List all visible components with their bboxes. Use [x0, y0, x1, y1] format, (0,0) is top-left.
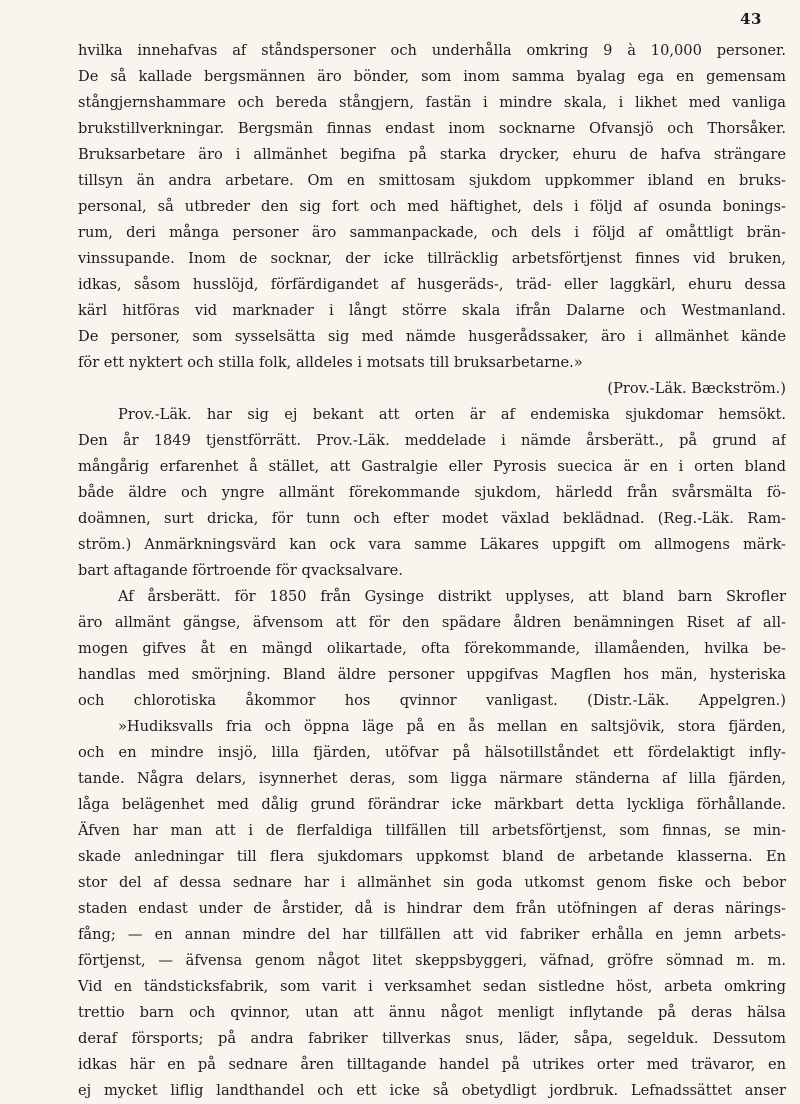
text-line: personal, så utbreder den sig fort och med häftighet, dels i följd af osunda bonings-	[78, 198, 786, 215]
text-line: trettio barn och qvinnor, utan att ännu något menligt inflytande på deras hälsa	[78, 1004, 786, 1021]
text-line: De så kallade bergsmännen äro bönder, som inom samma byalag ega en gemensam	[78, 68, 786, 85]
text-line: stångjernshammare och bereda stångjern, fastän i mindre skala, i likhet med vanliga	[78, 94, 786, 111]
text-line: fång; — en annan mindre del har tillfällen att vid fabriker erhålla en jemn arbets-	[78, 926, 786, 943]
text-line: Vid en tändsticksfabrik, som varit i verksamhet sedan sistledne höst, arbeta omkring	[78, 978, 786, 995]
text-line: De personer, som sysselsätta sig med nämde husgerådssaker, äro i allmänhet kände	[78, 328, 786, 345]
text-line: ström.) Anmärkningsvärd kan ock vara samme Läkares uppgift om allmogens märk-	[78, 536, 786, 553]
text-line: och chlorotiska åkommor hos qvinnor vanligast. (Distr.-Läk. Appelgren.)	[78, 692, 786, 709]
text-line: Äfven har man att i de flerfaldiga tillfällen till arbetsförtjenst, som finnas, se min-	[78, 822, 786, 839]
text-line: (Prov.-Läk. Bæckström.)	[607, 380, 786, 397]
text-line: kärl hitföras vid marknader i långt större skala ifrån Dalarne och Westmanland.	[78, 302, 786, 319]
body-text	[78, 38, 786, 1104]
text-line: låga belägenhet med dålig grund förändrar icke märkbart detta lyckliga förhållande.	[78, 796, 786, 813]
text-line: och en mindre insjö, lilla fjärden, utöfvar på hälsotillståndet ett fördelaktigt infly-	[78, 744, 786, 761]
text-line: doämnen, surt dricka, för tunn och efter modet växlad beklädnad. (Reg.-Läk. Ram-	[78, 510, 786, 527]
text-line: »Hudiksvalls fria och öppna läge på en ås mellan en saltsjövik, stora fjärden,	[118, 718, 786, 735]
text-line: förtjenst, — äfvensa genom något litet skeppsbyggeri, väfnad, gröfre sömnad m. m.	[78, 952, 786, 969]
text-line: idkas här en på sednare åren tilltagande handel på utrikes orter med trävaror, en	[78, 1056, 786, 1073]
text-line: stor del af dessa sednare har i allmänhet sin goda utkomst genom fiske och bebor	[78, 874, 786, 891]
page-number: 43	[740, 10, 762, 28]
text-line: bart aftagande förtroende för qvacksalvare.	[78, 562, 403, 579]
text-line: Den år 1849 tjenstförrätt. Prov.-Läk. meddelade i nämde årsberätt., på grund af	[78, 432, 786, 449]
text-line: Af årsberätt. för 1850 från Gysinge distrikt upplyses, att bland barn Skrofler	[118, 588, 786, 605]
text-line: för ett nyktert och stilla folk, alldeles i motsats till bruksarbetarne.»	[78, 354, 583, 371]
text-line: både äldre och yngre allmänt förekommande sjukdom, härledd från svårsmälta fö-	[78, 484, 786, 501]
text-line: mogen gifves åt en mängd olikartade, ofta förekommande, illamåenden, hvilka be-	[78, 640, 786, 657]
text-line: ej mycket liflig landthandel och ett icke så obetydligt jordbruk. Lefnadssättet anser	[78, 1082, 786, 1099]
text-line: tande. Några delars, isynnerhet deras, som ligga närmare ständerna af lilla fjärden,	[78, 770, 786, 787]
text-line: brukstillverkningar. Bergsmän finnas endast inom socknarne Ofvansjö och Thorsåker.	[78, 120, 786, 137]
text-line: rum, deri många personer äro sammanpackade, och dels i följd af omåttligt brän-	[78, 224, 786, 241]
text-line: tillsyn än andra arbetare. Om en smittosam sjukdom uppkommer ibland en bruks-	[78, 172, 786, 189]
text-line: mångårig erfarenhet å stället, att Gastralgie eller Pyrosis suecica är en i orten bland	[78, 458, 786, 475]
text-line: staden endast under de årstider, då is hindrar dem från utöfningen af deras närings-	[78, 900, 786, 917]
text-line: Bruksarbetare äro i allmänhet begifna på starka drycker, ehuru de hafva strängare	[78, 146, 786, 163]
text-line: skade anledningar till flera sjukdomars uppkomst bland de arbetande klasserna. En	[78, 848, 786, 865]
text-line: Prov.-Läk. har sig ej bekant att orten är af endemiska sjukdomar hemsökt.	[118, 406, 786, 423]
text-line: deraf försports; på andra fabriker tillverkas snus, läder, såpa, segelduk. Dessutom	[78, 1030, 786, 1047]
text-line: vinssupande. Inom de socknar, der icke tillräcklig arbetsförtjenst finnes vid bruken,	[78, 250, 786, 267]
text-line: äro allmänt gängse, äfvensom att för den spädare åldren benämningen Riset af all-	[78, 614, 786, 631]
text-line: idkas, såsom husslöjd, förfärdigandet af husgeräds-, träd- eller laggkärl, ehuru dessa	[78, 276, 786, 293]
text-line: handlas med smörjning. Bland äldre personer uppgifvas Magflen hos män, hysteriska	[78, 666, 786, 683]
text-line: hvilka innehafvas af ståndspersoner och underhålla omkring 9 à 10,000 personer.	[78, 42, 786, 59]
